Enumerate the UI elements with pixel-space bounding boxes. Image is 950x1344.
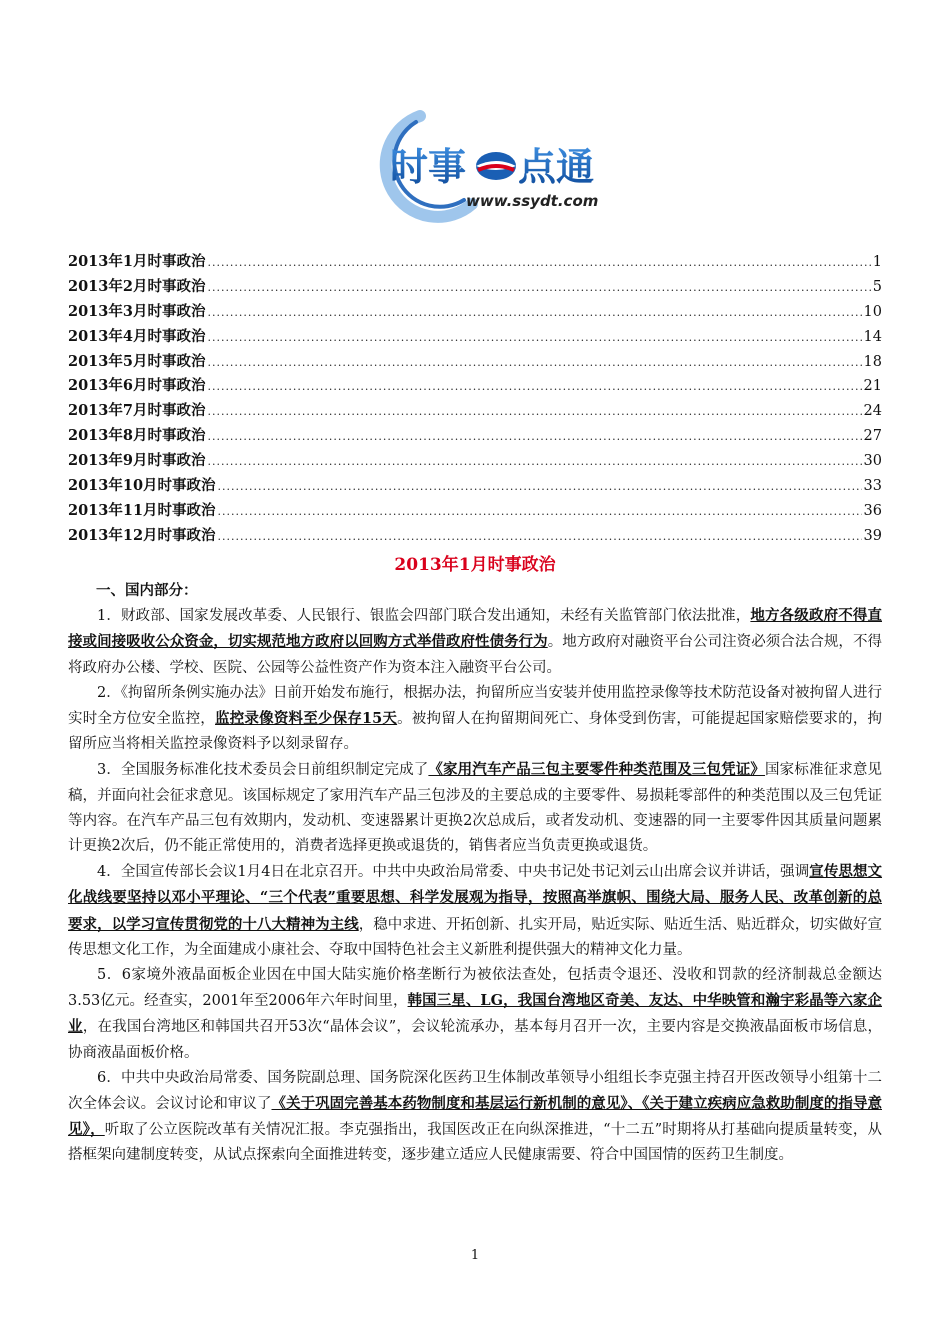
paragraph-text: 国家标准征求意见稿，并面向社会征求意见。该国标规定了家用汽车产品三包涉及的主要总成的主要零件、易损耗零部件的种类范围以及三包凭证等内容。在汽车产品三包有效期内，发动机、变速器累计更换2次总成后，或者发动机、变速器的同一主要零件因其质量问题累计更换2次后，仍不能正常使用的，消费者选择更换或退货的，销售者应当负责更换或退货。 [68, 762, 883, 855]
toc-entry[interactable] [68, 449, 882, 474]
toc-entry[interactable] [68, 424, 882, 449]
toc-entry-page: 39 [863, 527, 882, 544]
paragraph-text: ，稳中求进、开拓创新、扎实开局，贴近实际、贴近生活、贴近群众，切实做好宣传思想文化工作，为全面建成小康社会、夺取中国特色社会主义新胜利提供强大的精神文化力量。 [68, 916, 883, 958]
toc-entry-page: 10 [863, 303, 882, 320]
ssydt-logo [368, 108, 630, 226]
toc-entry-title: 2013年5月时事政治 [68, 352, 206, 370]
toc-leader-dots [207, 380, 861, 393]
news-paragraph [68, 859, 882, 963]
toc-leader-dots [207, 331, 861, 344]
paragraph-text: 。被拘留人在拘留期间死亡、身体受到伤害，可能提起国家赔偿要求的，拘留所应当将相关监控录像资料予以刻录留存。 [68, 711, 883, 753]
toc-entry[interactable] [68, 374, 882, 399]
highlighted-text: 地方各级政府不得直接或间接吸收公众资金，切实规范地方政府以回购方式举借政府性债务行为 [68, 607, 882, 651]
highlighted-text: 韩国三星、LG，我国台湾地区奇美、友达、中华映管和瀚宇彩晶等六家企业 [68, 992, 882, 1036]
toc-entry[interactable] [68, 275, 882, 300]
toc-entry-page: 36 [863, 502, 882, 519]
news-paragraph [68, 1066, 882, 1169]
toc-entry-title: 2013年7月时事政治 [68, 402, 206, 420]
paragraph-list [68, 603, 882, 1168]
toc-entry-page: 24 [863, 403, 882, 420]
toc-leader-dots [207, 356, 861, 369]
paragraph-text: 4．全国宣传部长会议1月4日在北京召开。中共中央政治局常委、中央书记处书记刘云山出席会议并讲话，强调 [97, 864, 810, 881]
toc-entry[interactable] [68, 524, 882, 549]
toc-entry-page: 18 [863, 353, 882, 370]
toc-leader-dots [207, 455, 861, 468]
paragraph-text: 。地方政府对融资平台公司注资必须合法合规，不得将政府办公楼、学校、医院、公园等公益性资产作为资本注入融资平台公司。 [68, 634, 883, 676]
toc-entry-page: 30 [863, 453, 882, 470]
toc-entry-page: 1 [872, 254, 882, 270]
section-title: 2013年1月时事政治 [394, 555, 556, 575]
news-paragraph [68, 757, 882, 859]
toc-entry-page: 5 [872, 278, 882, 295]
highlighted-text: 《家用汽车产品三包主要零件种类范围及三包凭证》 [428, 761, 766, 779]
svg-text:点通: 点通 [518, 145, 595, 189]
toc-entry-title: 2013年6月时事政治 [68, 377, 206, 395]
toc-leader-dots [218, 530, 862, 543]
toc-entry-page: 33 [863, 478, 882, 495]
toc-entry[interactable] [68, 499, 882, 524]
toc-entry-title: 2013年1月时事政治 [68, 253, 206, 270]
highlighted-text: 宣传思想文化战线要坚持以邓小平理论、“三个代表”重要思想、科学发展观为指导，按照高举旗帜、围绕大局、服务人民、改革创新的总要求，以学习宣传贯彻党的十八大精神为主线 [68, 863, 883, 933]
highlighted-text: 监控录像资料至少保存15天 [215, 710, 398, 728]
toc-entry[interactable] [68, 350, 882, 375]
toc-entry-title: 2013年2月时事政治 [68, 277, 206, 295]
svg-text:时事: 时事 [390, 145, 467, 189]
paragraph-text: ，在我国台湾地区和韩国共召开53次“晶体会议”，会议轮流承办，基本每月召开一次，主要内容是交换液晶面板市场信息，协商液晶面板价格。 [68, 1019, 883, 1061]
toc-entry-title: 2013年11月时事政治 [68, 501, 216, 519]
logo-url-text: www.ssydt.com [466, 192, 599, 210]
main-content [68, 578, 882, 1169]
paragraph-text: 听取了公立医院改革有关情况汇报。李克强指出，我国医改正在向纵深推进，“十二五”时期将从打基础向提质量转变，从搭框架向建制度转变，从试点探索向全面推进转变，逐步建立适应人民健康需要、符合中国国情的医药卫生制度。 [68, 1122, 882, 1164]
sub-heading: 一、国内部分： [96, 582, 198, 599]
paragraph-text: 3．全国服务标准化技术委员会日前组织制定完成了 [97, 762, 429, 779]
toc-entry[interactable] [68, 300, 882, 325]
toc-leader-dots [218, 505, 862, 518]
toc-entry[interactable] [68, 250, 882, 275]
toc-entry-page: 21 [863, 378, 882, 395]
toc-leader-dots [207, 281, 870, 294]
page-number: 1 [470, 1248, 480, 1263]
toc-leader-dots [207, 430, 861, 443]
paragraph-text: 5．6家境外液晶面板企业因在中国大陆实施价格垄断行为被依法查处，包括责令退还、没收和罚款的经济制裁总金额达3.53亿元。经查实，2001年至2006年六年时间里， [68, 967, 882, 1010]
toc-leader-dots [207, 256, 870, 269]
news-paragraph [68, 963, 882, 1066]
toc-entry[interactable] [68, 474, 882, 499]
toc-entry-page: 27 [863, 428, 882, 445]
toc-entry-page: 14 [863, 328, 882, 345]
toc-entry-title: 2013年4月时事政治 [68, 327, 206, 345]
toc-entry-title: 2013年8月时事政治 [68, 427, 206, 445]
toc-entry[interactable] [68, 325, 882, 350]
news-paragraph [68, 603, 882, 681]
paragraph-text: 1．财政部、国家发展改革委、人民银行、银监会四部门联合发出通知，未经有关监管部门依法批准， [97, 608, 751, 625]
toc-entry-title: 2013年10月时事政治 [68, 477, 216, 495]
toc-leader-dots [207, 405, 861, 418]
toc-leader-dots [207, 306, 861, 319]
paragraph-text: 2．《拘留所条例实施办法》日前开始发布施行，根据办法，拘留所应当安装并使用监控录像等技术防范设备对被拘留人进行实时全方位安全监控， [68, 684, 882, 728]
highlighted-text: 《关于巩固完善基本药物制度和基层运行新机制的意见》、《关于建立疾病应急救助制度的指导意见》， [68, 1095, 882, 1139]
toc-entry[interactable] [68, 399, 882, 424]
toc-entry-title: 2013年9月时事政治 [68, 452, 206, 470]
toc-entry-title: 2013年3月时事政治 [68, 302, 206, 320]
paragraph-text: 6．中共中央政治局常委、国务院副总理、国务院深化医药卫生体制改革领导小组组长李克强主持召开医改领导小组第十二次全体会议。会议讨论和审议了 [68, 1069, 882, 1113]
toc-entry-title: 2013年12月时事政治 [68, 526, 216, 544]
news-paragraph [68, 681, 882, 758]
table-of-contents [68, 250, 882, 549]
toc-leader-dots [218, 480, 862, 493]
